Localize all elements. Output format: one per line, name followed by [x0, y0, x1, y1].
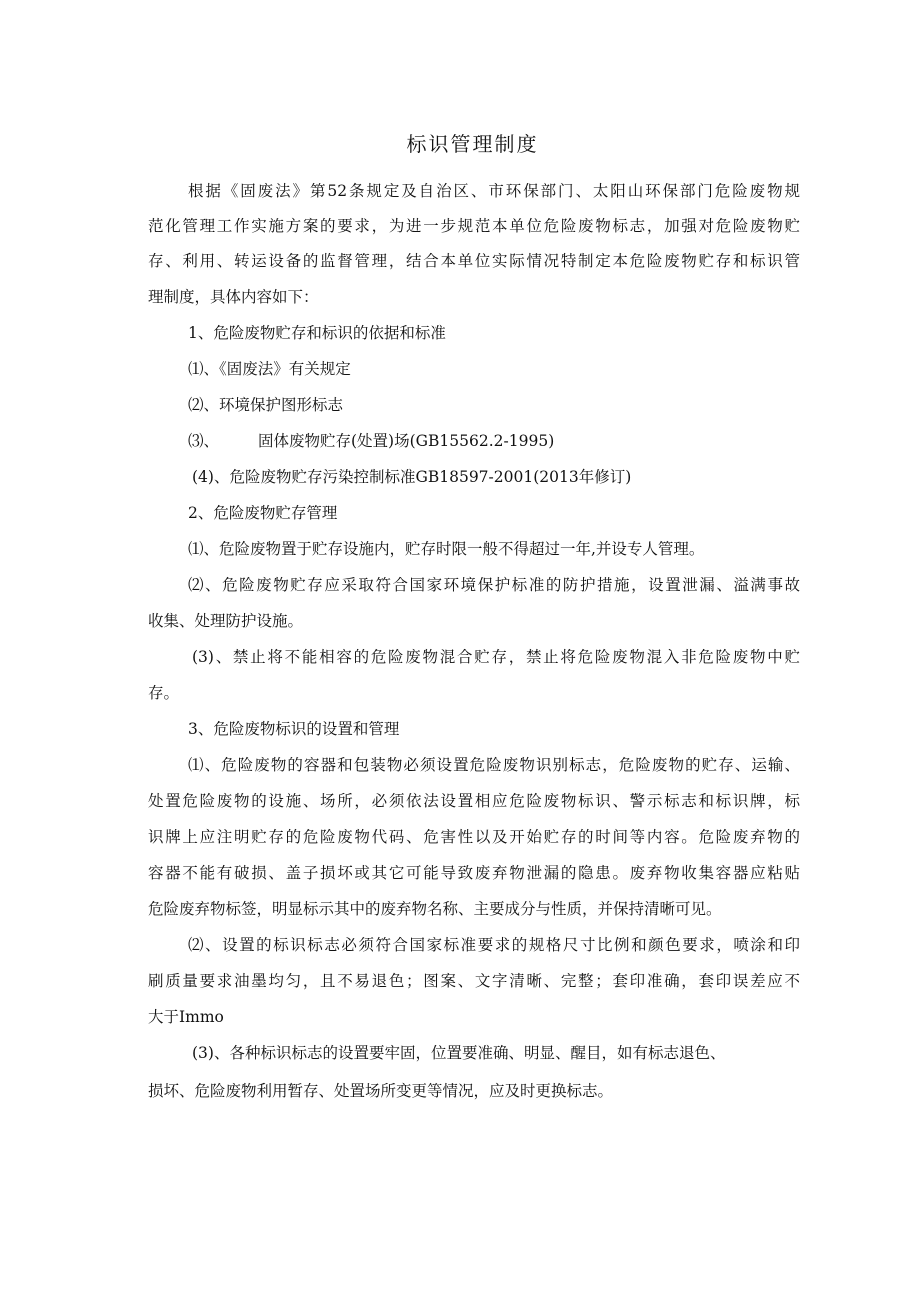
paragraph-line: 收集、处理防护设施。 — [148, 612, 304, 630]
paragraph-line: 识牌上应注明贮存的危险废物代码、危害性以及开始贮存的时间等内容。危险废弃物的 — [148, 828, 800, 846]
paragraph-line: 容器不能有破损、盖子损坏或其它可能导致废弃物泄漏的隐患。废弃物收集容器应粘贴 — [148, 864, 800, 882]
paragraph-line: ⑵、设置的标识标志必须符合国家标准要求的规格尺寸比例和颜色要求，喷涂和印 — [188, 936, 800, 954]
list-item: (4)、危险废物贮存污染控制标准GB18597-2001(2013年修订) — [192, 468, 632, 486]
paragraph-line: 大于Immo — [148, 1008, 224, 1026]
list-item-number: ⑶、 — [188, 432, 220, 450]
list-item: 固体废物贮存(处置)场(GB15562.2-1995) — [258, 432, 555, 450]
paragraph-line: ⑴、危险废物的容器和包装物必须设置危险废物识别标志，危险废物的贮存、运输、 — [188, 756, 800, 774]
section-heading: 2、危险废物贮存管理 — [188, 504, 338, 522]
paragraph-line: 刷质量要求油墨均匀，且不易退色；图案、文字清晰、完整；套印准确，套印误差应不 — [148, 972, 800, 990]
paragraph-line: (3)、各种标识标志的设置要牢固，位置要准确、明显、醒目，如有标志退色、 — [192, 1044, 726, 1062]
document-title: 标识管理制度 — [406, 132, 539, 156]
paragraph-line: 损坏、危险废物利用暂存、处置场所变更等情况，应及时更换标志。 — [148, 1082, 614, 1100]
list-item: ⑵、环境保护图形标志 — [188, 396, 344, 414]
paragraph-line: 根据《固废法》第52条规定及自治区、市环保部门、太阳山环保部门危险废物规 — [188, 182, 800, 200]
section-heading: 1、危险废物贮存和标识的依据和标准 — [188, 324, 446, 342]
paragraph-line: 危险废弃物标签，明显标示其中的废弃物名称、主要成分与性质，并保持清晰可见。 — [148, 900, 722, 918]
list-item: ⑴、《固废法》有关规定 — [188, 360, 351, 378]
paragraph-line: (3)、禁止将不能相容的危险废物混合贮存，禁止将危险废物混入非危险废物中贮 — [192, 648, 800, 666]
paragraph-line: 处置危险废物的设施、场所，必须依法设置相应危险废物标识、警示标志和标识牌，标 — [148, 792, 800, 810]
list-item: ⑴、危险废物置于贮存设施内，贮存时限一般不得超过一年,并设专人管理。 — [188, 540, 705, 558]
section-heading: 3、危险废物标识的设置和管理 — [188, 720, 400, 738]
paragraph-line: 理制度，具体内容如下： — [148, 288, 319, 306]
paragraph-line: 存。 — [148, 684, 180, 702]
paragraph-line: 存、利用、转运设备的监督管理，结合本单位实际情况特制定本危险废物贮存和标识管 — [148, 252, 800, 270]
paragraph-line: 范化管理工作实施方案的要求，为进一步规范本单位危险废物标志，加强对危险废物贮 — [148, 217, 800, 235]
paragraph-line: ⑵、危险废物贮存应采取符合国家环境保护标准的防护措施，设置泄漏、溢满事故 — [188, 576, 800, 594]
